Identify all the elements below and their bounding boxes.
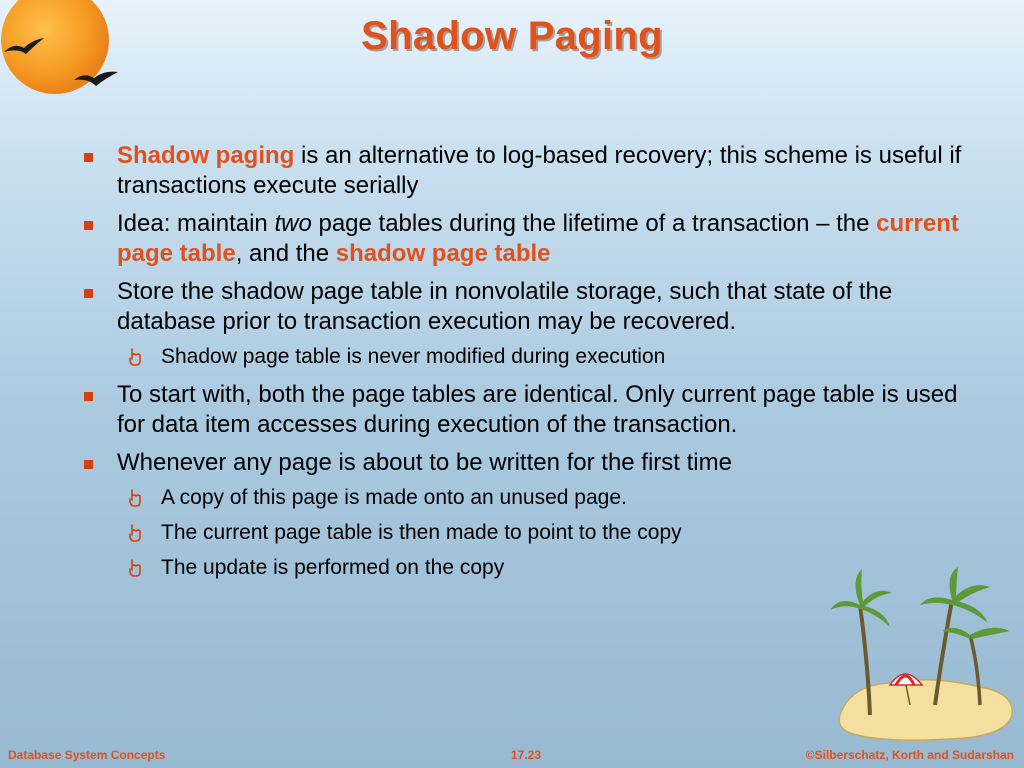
bullet-text: Store the shadow page table in nonvolatile storage, such that state of the database prior to transaction execution may be recovered. <box>117 278 893 335</box>
square-bullet-icon <box>84 392 93 401</box>
bullet-item <box>78 209 978 269</box>
palm-island-icon <box>830 565 1020 745</box>
bullet-text: Whenever any page is about to be written for the first time <box>117 449 732 476</box>
bullet-text: is an alternative to log-based recovery; this scheme is useful if transactions execute serially <box>117 142 962 199</box>
pointing-hand-icon <box>128 348 142 366</box>
bullet-item <box>78 277 978 337</box>
bullet-text: Idea: maintain <box>117 210 275 237</box>
sub-bullet-item <box>78 484 978 511</box>
square-bullet-icon <box>84 153 93 162</box>
square-bullet-icon <box>84 460 93 469</box>
bullet-item <box>78 380 978 440</box>
square-bullet-icon <box>84 289 93 298</box>
highlight-term: Shadow paging <box>117 142 295 169</box>
footer-copyright: ©Silberschatz, Korth and Sudarshan <box>805 748 1014 762</box>
sub-bullet-item <box>78 343 978 370</box>
bullet-text: , and the <box>235 240 336 267</box>
bullet-list <box>78 141 978 591</box>
highlight-term: shadow page table <box>335 240 551 267</box>
slide-title: Shadow Paging <box>361 14 663 58</box>
bullet-text: The current page table is then made to point to the copy <box>161 521 682 544</box>
bullet-text: A copy of this page is made onto an unused page. <box>161 486 627 509</box>
emphasis-text: two <box>274 210 312 237</box>
bullet-text: To start with, both the page tables are identical. Only current page table is used for data item accesses during execution of the transaction. <box>117 381 958 438</box>
pointing-hand-icon <box>128 489 142 507</box>
bullet-item <box>78 448 978 478</box>
footer-slide-number: 17.23 <box>510 748 542 762</box>
footer-course-title: Database System Concepts <box>8 748 166 762</box>
bullet-item <box>78 141 978 201</box>
bullet-text: page tables during the lifetime of a transaction – the <box>311 210 877 237</box>
square-bullet-icon <box>84 221 93 230</box>
bullet-text: Shadow page table is never modified during execution <box>161 345 666 368</box>
pointing-hand-icon <box>128 524 142 542</box>
highlight-term: current page table <box>117 210 959 267</box>
sub-bullet-item <box>78 519 978 546</box>
pointing-hand-icon <box>128 559 142 577</box>
bullet-text: The update is performed on the copy <box>161 556 505 579</box>
